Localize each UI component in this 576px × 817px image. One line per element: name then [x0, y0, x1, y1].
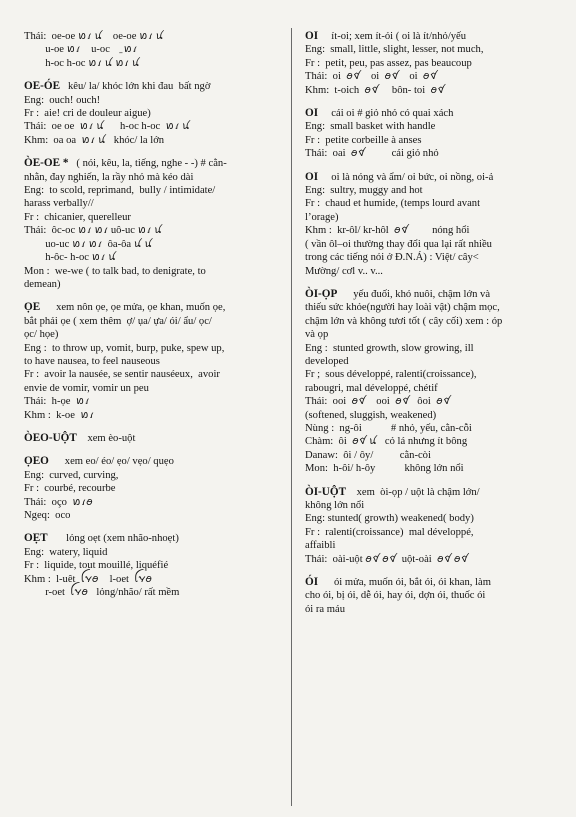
entry-line: Fr : liquide, tout mouillé, liquéfié: [24, 560, 169, 572]
entry-line: Fr : chaud et humide, (temps lourd avant: [305, 198, 481, 210]
entry-line: không lớn nổi: [305, 500, 365, 511]
entry-line: Fr : aie! cri de douleur aigue): [24, 108, 151, 120]
dictionary-entry: [305, 171, 567, 278]
entry-line: ÒI-ỌP yếu đuối, khó nuôi, chậm lớn và: [305, 287, 491, 300]
entry-line: Eng : stunted growth, slow growing, ill: [305, 342, 474, 354]
entry-line: OE-ÓE kêu/ la/ khóc lớn khi đau bất ngờ: [24, 80, 211, 93]
entry-line: ỌEO xem eo/ éo/ ẹo/ vẹo/ quẹo: [24, 455, 174, 468]
headword: ỌEO: [24, 455, 49, 468]
entry-line: ói ra máu: [305, 603, 346, 615]
entry-line: Thái: oe oe ꪭꪹ ꪙ h-oc h-oc ꪭꪹ ꪙ: [24, 121, 191, 133]
entry-line: Eng: stunted( growth) weakened( body): [305, 513, 474, 525]
entry-line: ÒI-UỘT xem òi-ọp / uột là chậm lớn/: [305, 485, 480, 498]
dictionary-entry: [24, 455, 286, 522]
entry-line: cho ói, bị ói, dễ ói, hay ói, dợn ói, thuốc ói: [305, 590, 486, 602]
entry-line: Thái: oi ꪮꪥ oi ꪮꪥ oi ꪮꪥ: [305, 71, 438, 83]
entry-line: rabougri, mal développé, chétif: [305, 382, 438, 394]
dictionary-entry: [24, 432, 286, 445]
entry-line: developed: [305, 355, 349, 367]
entry-line: Danaw: ôi / ôy/ cằn-còi: [305, 449, 431, 461]
entry-line: l’orage): [305, 211, 339, 223]
entry-line: trong các tiếng nói ở Đ.N.Á) : Việt/ cây<: [305, 252, 479, 264]
column-divider: [291, 28, 292, 806]
entry-line: Fr : courbé, recourbe: [24, 483, 116, 495]
entry-line: OẸT lỏng oẹt (xem nhão-nhoẹt): [24, 532, 179, 545]
entry-line: Ngeq: oco: [24, 510, 71, 521]
entry-line: Mon: h-ôi/ h-ôy không lớn nổi: [305, 463, 464, 475]
left-column: [24, 30, 286, 609]
entry-line: Thái: ôc-oc ꪭꪹ ꪭꪹ uô-uc ꪭꪹ ꪙ: [24, 225, 163, 237]
entry-line: Eng: sultry, muggy and hot: [305, 185, 423, 197]
entry-line: h-oc h-oc ꪭꪹ ꪙ ꪭꪹ ꪙ: [24, 57, 140, 69]
headword: OI: [305, 170, 319, 183]
entry-line: Khm : k-oe ꪭꪹ: [24, 409, 95, 421]
dictionary-entry: [24, 532, 286, 599]
entry-line: Thái: h-ọe ꪭꪹ: [24, 396, 90, 408]
entry-line: Eng: watery, liquid: [24, 546, 108, 558]
dictionary-entry: [24, 80, 286, 147]
entry-line: Mường/ cơl v.. v...: [305, 265, 383, 277]
entry-line: ÓI ói mửa, muốn ói, bắt ói, ói khan, làm: [305, 576, 491, 589]
entry-line: Khm : l-uêt ꪶꪩꪮ l-oet ꪶꪩꪮ: [24, 573, 153, 585]
dictionary-entry: [24, 301, 286, 422]
dictionary-entry: [305, 486, 567, 566]
entry-line: Eng: to scold, reprimand, bully / intimidate/: [24, 185, 216, 197]
entry-line: ỌE xem nôn ọe, ọe mửa, ọe khan, muốn ọe,: [24, 301, 226, 314]
headword: ÒI-ỌP: [305, 287, 338, 300]
entry-line: Thái: oai ꪮꪥ cái giỏ nhỏ: [305, 148, 439, 160]
dictionary-entry: [24, 30, 286, 70]
entry-line: ọc/ họe): [24, 329, 59, 341]
entry-line: envie de vomir, vomir un peu: [24, 382, 149, 394]
entry-line: OI cái oi # giỏ nhỏ có quai xách: [305, 107, 454, 120]
entry-line: Nùng : ng-ôi # nhỏ, yếu, cằn-cỗi: [305, 422, 472, 434]
entry-line: Eng : to throw up, vomit, burp, puke, spew up,: [24, 342, 225, 354]
entry-line: uo-uc ꪭꪹ ꪭꪹ ôa-ôa ꪙ ꪙ: [24, 238, 153, 250]
entry-line: Thái: oe-oe ꪭꪹ ꪙ oe-oe ꪭꪹ ꪙ: [24, 31, 164, 42]
entry-line: Khm : kr-ôl/ kr-hôl ꪮꪥ nóng hổi: [305, 225, 470, 237]
entry-line: u-oe ꪭꪹ u-oc ꪮ̱ ꪭꪹ: [24, 44, 138, 56]
entry-line: chậm lớn và không tươi tốt ( cây cối) xem : óp: [305, 315, 503, 327]
entry-line: Eng: curved, curving,: [24, 469, 119, 481]
headword: OẸT: [24, 532, 48, 545]
entry-line: Fr : ralenti(croissance) mal développé,: [305, 526, 474, 538]
entry-line: và ọp: [305, 329, 329, 341]
entry-line: r-oet ꪶꪩꪮ lỏng/nhão/ rất mềm: [24, 587, 180, 599]
headword: ỌE: [24, 301, 41, 314]
entry-line: demean): [24, 278, 61, 290]
entry-line: Fr : petit, peu, pas assez, pas beaucoup: [305, 57, 472, 69]
entry-line: (softened, sluggish, weakened): [305, 409, 437, 421]
entry-line: Fr : avoir la nausée, se sentir nauséeux, avoir: [24, 369, 220, 381]
entry-line: bắt phải ọe ( xem thêm ợ/ ụa/ ựa/ ói/ ẩu/ ọc/: [24, 315, 212, 327]
headword: OE-ÓE: [24, 80, 61, 93]
entry-line: Fr : chicanier, querelleur: [24, 211, 131, 223]
entry-line: Eng: small, little, slight, lesser, not much,: [305, 44, 484, 56]
entry-line: OI oi là nóng và ẩm/ oi bức, oi nồng, oi-ả: [305, 170, 494, 183]
entry-line: h-ôc- h-oc ꪭꪹ ꪙ: [24, 252, 117, 264]
entry-line: ( vần ôl–oi thường thay đổi qua lại rất nhiều: [305, 238, 492, 250]
dictionary-entry: [305, 30, 567, 97]
dictionary-entry: [305, 107, 567, 161]
entry-line: Khm: oa oa ꪭꪹ ꪙ khóc/ la lớn: [24, 134, 165, 146]
dictionary-entry: [24, 157, 286, 291]
headword: OI: [305, 30, 319, 42]
entry-line: harass verbally//: [24, 198, 94, 210]
entry-line: Khm: t-oich ꪮꪥ bôn- toi ꪮꪥ: [305, 84, 445, 96]
entry-line: Thái: ooi ꪮꪥ ooi ꪮꪥ ôoi ꪮꪥ: [305, 396, 451, 408]
headword: ÒE-OE *: [24, 157, 69, 170]
entry-line: ÒE-OE * ( nói, kêu, la, tiếng, nghe - -) # cằn-: [24, 157, 227, 170]
entry-line: thiếu sức khỏe(người hay loài vật) chậm mọc,: [305, 302, 500, 314]
entry-line: ÒEO-UỘT xem èo-uột: [24, 431, 136, 444]
entry-line: OI ít-oi; xem ít-ỏi ( oi là ít/nhỏ/yếu: [305, 30, 467, 42]
headword: OI: [305, 107, 319, 120]
entry-line: Fr : petite corbeille à anses: [305, 134, 422, 146]
right-column: [305, 30, 567, 626]
entry-line: Eng: small basket with handle: [305, 121, 436, 133]
entry-line: Fr ; sous développé, ralenti(croissance),: [305, 369, 477, 381]
entry-line: Thái: oài-uột ꪮꪥ ꪮꪥ uột-oài ꪮꪥ ꪮꪥ: [305, 553, 469, 565]
headword: ÒEO-UỘT: [24, 431, 77, 444]
entry-line: affaibli: [305, 540, 336, 552]
dictionary-entry: [305, 288, 567, 476]
dictionary-entry: [305, 576, 567, 616]
entry-line: Eng: ouch! ouch!: [24, 94, 101, 106]
entry-line: Mon : we-we ( to talk bad, to denigrate, to: [24, 265, 206, 277]
headword: ÓI: [305, 576, 319, 589]
entry-line: Chàm: ôi ꪮꪥ ꪙ cỏ lá nhưng ít bông: [305, 436, 468, 448]
entry-line: to have nausea, to feel nauseous: [24, 355, 160, 367]
headword: ÒI-UỘT: [305, 485, 347, 498]
entry-line: nhằn, đay nghiến, la rầy nhỏ mà kéo dài: [24, 171, 194, 183]
entry-line: Thái: oço ꪭꪹꪮ: [24, 496, 94, 508]
